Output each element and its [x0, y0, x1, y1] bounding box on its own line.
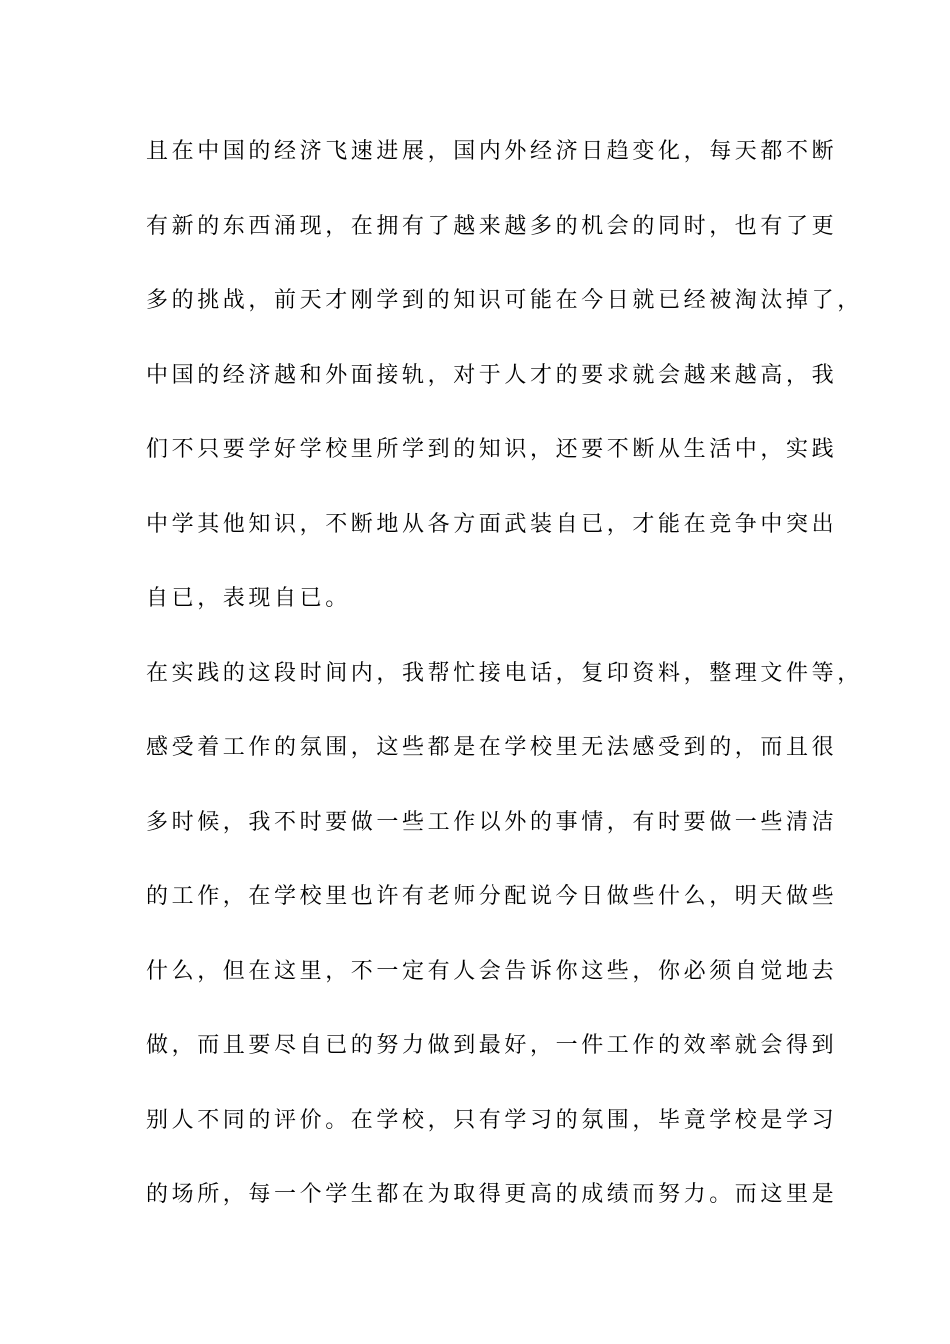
text-line-12: 什么，但在这里，不一定有人会告诉你这些，你必须自觉地去 [146, 958, 838, 984]
text-line-10: 多时候，我不时要做一些工作以外的事情，有时要做一些清洁 [146, 809, 838, 835]
text-line-15: 的场所，每一个学生都在为取得更高的成绩而努力。而这里是 [146, 1182, 838, 1207]
text-line-8: 在实践的这段时间内，我帮忙接电话，复印资料，整理文件等， [146, 660, 863, 686]
text-line-5: 们不只要学好学校里所学到的知识，还要不断从生活中，实践 [146, 437, 838, 462]
text-line-3: 多的挑战，前天才刚学到的知识可能在今日就已经被淘汰掉了， [146, 288, 863, 313]
text-line-14: 别人不同的评价。在学校，只有学习的氛围，毕竟学校是学习 [146, 1107, 838, 1133]
text-line-11: 的工作，在学校里也许有老师分配说今日做些什么，明天做些 [146, 884, 838, 909]
body-text [146, 130, 863, 1248]
text-line-4: 中国的经济越和外面接轨，对于人才的要求就会越来越高，我 [146, 362, 838, 388]
text-line-9: 感受着工作的氛围，这些都是在学校里无法感受到的，而且很 [146, 735, 838, 760]
text-line-2: 有新的东西涌现，在拥有了越来越多的机会的同时，也有了更 [146, 213, 838, 239]
text-line-7: 自已，表现自已。 [146, 586, 351, 611]
text-line-13: 做，而且要尽自已的努力做到最好，一件工作的效率就会得到 [146, 1033, 838, 1058]
text-line-6: 中学其他知识，不断地从各方面武装自已，才能在竞争中突出 [146, 511, 838, 537]
text-line-1: 且在中国的经济飞速进展，国内外经济日趋变化，每天都不断 [146, 139, 838, 164]
